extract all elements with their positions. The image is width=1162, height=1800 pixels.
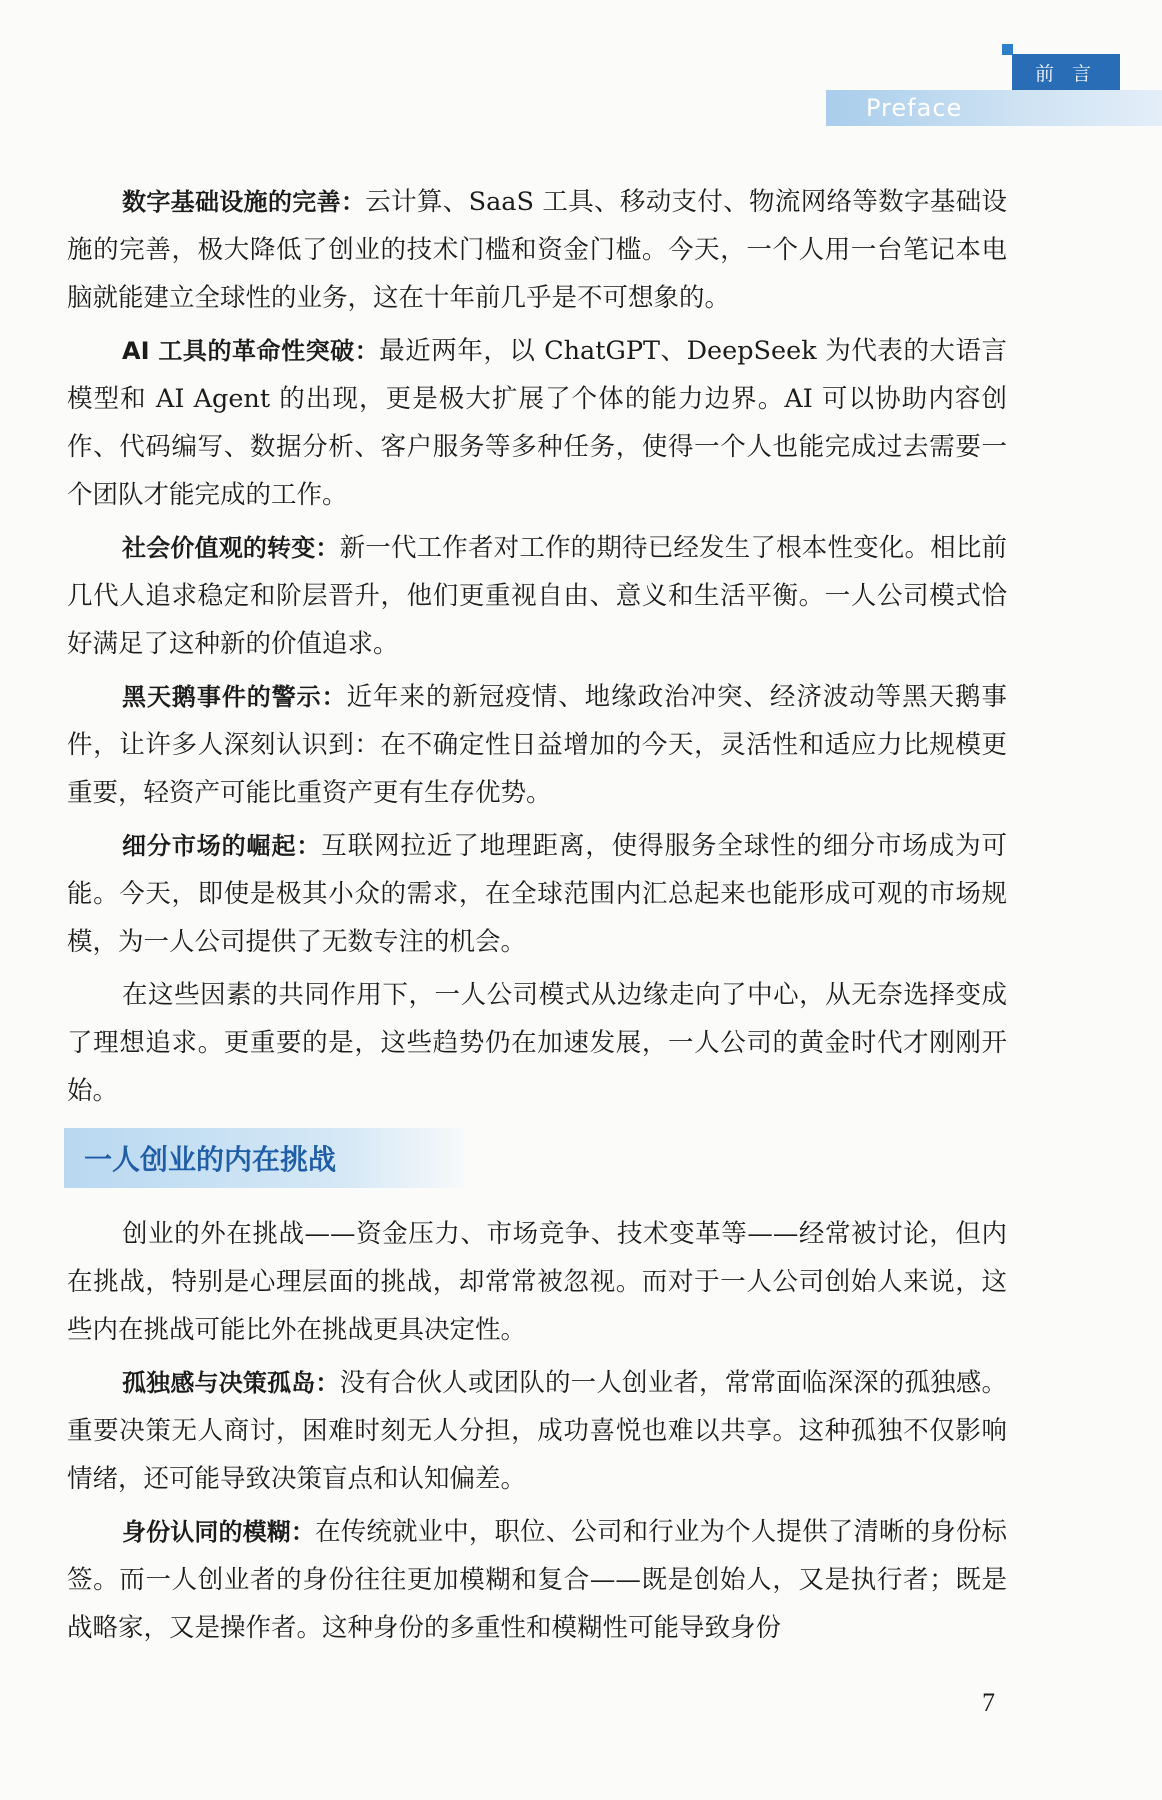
paragraph-text: 云计算、SaaS 工具、移动支付、物流网络等数字基础设施的完善，极大降低了创业的技术门槛和资金门槛。今天，一个人用一台笔记本电脑就能建立全球性的业务，这在十年前几乎是不可想象的。 [67, 187, 1007, 313]
chapter-tab [1012, 54, 1120, 90]
paragraph-text: 新一代工作者对工作的期待已经发生了根本性变化。相比前几代人追求稳定和阶层晋升，他们更重视自由、意义和生活平衡。一人公司模式恰好满足了这种新的价值追求。 [67, 533, 1007, 659]
paragraph-text: 互联网拉近了地理距离，使得服务全球性的细分市场成为可能。今天，即使是极其小众的需求，在全球范围内汇总起来也能形成可观的市场规模，为一人公司提供了无数专注的机会。 [67, 831, 1007, 957]
section-heading [64, 1128, 464, 1188]
paragraph [67, 1359, 1007, 1503]
paragraph-term: 孤独感与决策孤岛： [122, 1369, 340, 1397]
body-text-lower [67, 1210, 1007, 1657]
paragraph-text: 最近两年，以 ChatGPT、DeepSeek 为代表的大语言模型和 AI Agent 的出现，更是极大扩展了个体的能力边界。AI 可以协助内容创作、代码编写、数据分析、客户服务等多种任务，使得一个人也能完成过去需要一个团队才能完成的工作。 [67, 336, 1008, 510]
paragraph [67, 971, 1007, 1115]
paragraph [67, 327, 1007, 519]
section-title: 一人创业的内在挑战 [84, 1143, 337, 1176]
chapter-english-label: Preface [866, 94, 963, 122]
paragraph [67, 673, 1007, 817]
page-number: 7 [982, 1688, 995, 1717]
paragraph-text: 近年来的新冠疫情、地缘政治冲突、经济波动等黑天鹅事件，让许多人深刻认识到：在不确定性日益增加的今天，灵活性和适应力比规模更重要，轻资产可能比重资产更有生存优势。 [67, 682, 1007, 808]
chapter-label: 前 言 [1034, 62, 1098, 85]
paragraph [67, 1508, 1007, 1652]
paragraph-text: 在传统就业中，职位、公司和行业为个人提供了清晰的身份标签。而一人创业者的身份往往更加模糊和复合——既是创始人，又是执行者；既是战略家，又是操作者。这种身份的多重性和模糊性可能导致身份 [67, 1517, 1007, 1643]
paragraph [67, 822, 1007, 966]
paragraph [67, 524, 1007, 668]
paragraph-term: 身份认同的模糊： [122, 1518, 316, 1546]
chapter-english-band [826, 90, 1162, 126]
paragraph-term: AI 工具的革命性突破： [122, 337, 380, 365]
paragraph-term: 社会价值观的转变： [122, 534, 340, 562]
paragraph-text: 在这些因素的共同作用下，一人公司模式从边缘走向了中心，从无奈选择变成了理想追求。更重要的是，这些趋势仍在加速发展，一人公司的黄金时代才刚刚开始。 [67, 980, 1007, 1106]
paragraph-text: 没有合伙人或团队的一人创业者，常常面临深深的孤独感。重要决策无人商讨，困难时刻无人分担，成功喜悦也难以共享。这种孤独不仅影响情绪，还可能导致决策盲点和认知偏差。 [67, 1368, 1007, 1494]
paragraph [67, 1210, 1007, 1354]
body-text-upper [67, 178, 1007, 1120]
paragraph-term: 细分市场的崛起： [122, 832, 322, 860]
paragraph [67, 178, 1007, 322]
paragraph-term: 黑天鹅事件的警示： [122, 683, 347, 711]
paragraph-term: 数字基础设施的完善： [122, 188, 366, 216]
paragraph-text: 创业的外在挑战——资金压力、市场竞争、技术变革等——经常被讨论，但内在挑战，特别是心理层面的挑战，却常常被忽视。而对于一人公司创始人来说，这些内在挑战可能比外在挑战更具决定性。 [67, 1219, 1007, 1345]
